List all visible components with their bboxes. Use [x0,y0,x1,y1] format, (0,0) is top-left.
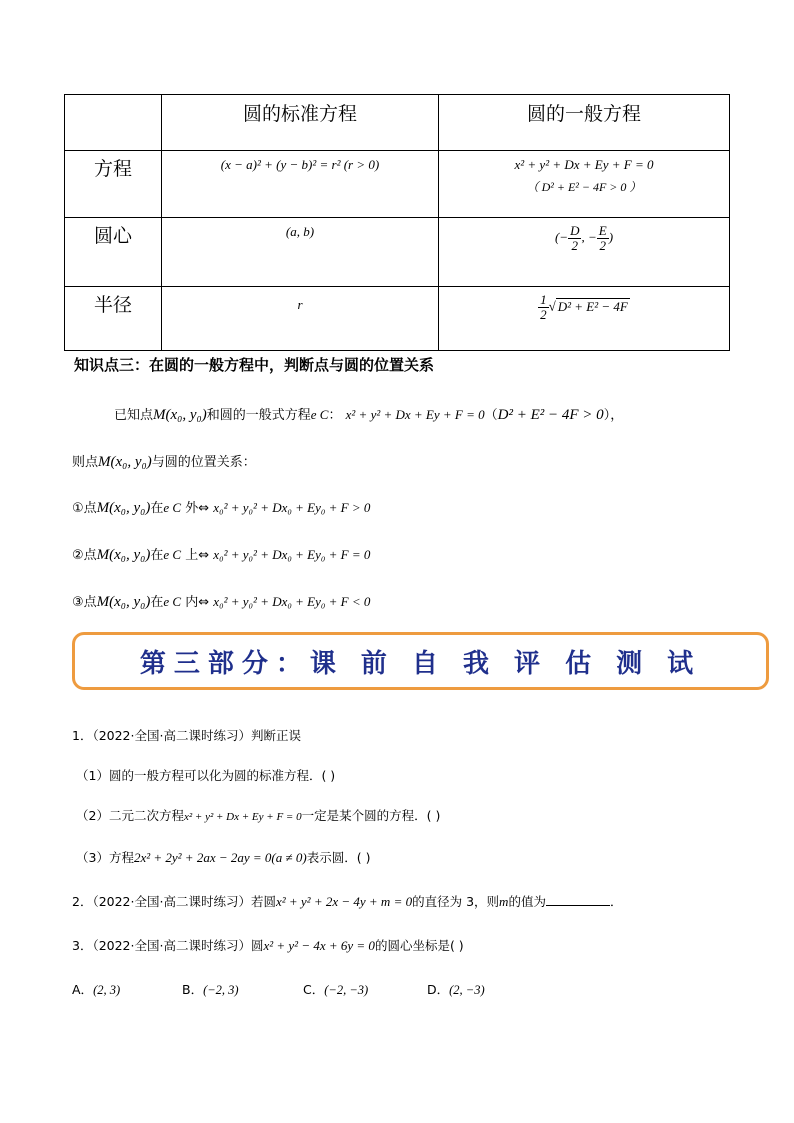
option-a[interactable]: A．(2, 3) [72,982,121,997]
question-1-statement-1: （1）圆的一般方程可以化为圆的标准方程．( ) [76,768,336,783]
general-form-equation: x² + y² + Dx + Ey + F = 0 [345,407,485,422]
table-corner-cell [65,95,162,151]
question-1-statement-3: （3）方程2x² + 2y² + 2ax − 2ay = 0(a ≠ 0)表示圆．( ) [76,850,371,865]
table-row [65,287,730,351]
question-3: 3．（2022·全国·高二课时练习）圆x² + y² − 4x + 6y = 0的圆心坐标是( ) [72,938,464,953]
case-on: ②点M(x₀, y₀)在e C 上⇔ x₀² + y₀² + Dx₀ + Ey₀ + F = 0 [72,547,371,563]
row-label-center: 圆心 [65,218,162,287]
row-label-equation: 方程 [65,151,162,218]
general-equation-condition: （ D² + E² − 4F > 0 ） [526,180,642,194]
standard-equation: (x − a)² + (y − b)² = r² (r > 0) [220,157,380,172]
section-banner-title: 第三部分：课 前 自 我 评 估 测 试 [139,648,702,679]
answer-blank[interactable] [546,895,610,906]
option-d[interactable]: D．(2, −3) [427,982,485,997]
standard-radius: r [297,297,303,312]
header-standard-equation: 圆的标准方程 [162,95,439,151]
section-banner [72,632,769,690]
knowledge-heading: 知识点三：在圆的一般方程中，判断点与圆的位置关系 [74,356,435,374]
table-row [65,218,730,287]
option-c[interactable]: C．(−2, −3) [303,982,369,997]
case-inside: ③点M(x₀, y₀)在e C 内⇔ x₀² + y₀² + Dx₀ + Ey₀ + F < 0 [72,594,371,610]
knowledge-intro: 已知点M(x₀, y₀)和圆的一般式方程e C： x² + y² + Dx + Ey + F = 0（D² + E² − 4F > 0）， [114,407,624,423]
row-label-radius: 半径 [65,287,162,351]
circle-equation-table [64,94,730,351]
point-m: M(x₀, y₀) [153,407,207,423]
question-1-statement-2: （2）二元二次方程x² + y² + Dx + Ey + F = 0一定是某个圆的方程．( ) [76,808,441,823]
option-b[interactable]: B．(−2, 3) [182,982,239,997]
standard-center: (a, b) [285,224,315,239]
general-form-condition: D² + E² − 4F > 0 [497,407,604,423]
circle-c: e C [310,407,329,422]
knowledge-line2: 则点M(x₀, y₀)与圆的位置关系： [72,454,256,470]
question-2: 2．（2022·全国·高二课时练习）若圆x² + y² + 2x − 4y + m = 0的直径为 3，则m的值为 ． [72,894,623,909]
general-radius: $\frac{1}{2}$ √ D² + E² − 4F [439,287,730,351]
table-row [65,151,730,218]
header-general-equation: 圆的一般方程 [439,95,730,151]
question-1-label: 1．（2022·全国·高二课时练习）判断正误 [72,728,301,743]
table-header-row [65,95,730,151]
case-outside: ①点M(x₀, y₀)在e C 外⇔ x₀² + y₀² + Dx₀ + Ey₀ + F > 0 [72,500,371,516]
general-equation: x² + y² + Dx + Ey + F = 0 [514,157,654,172]
general-center: (− $\frac{D}{2}$ , − $\frac{E}{2}$ ) [439,218,730,287]
